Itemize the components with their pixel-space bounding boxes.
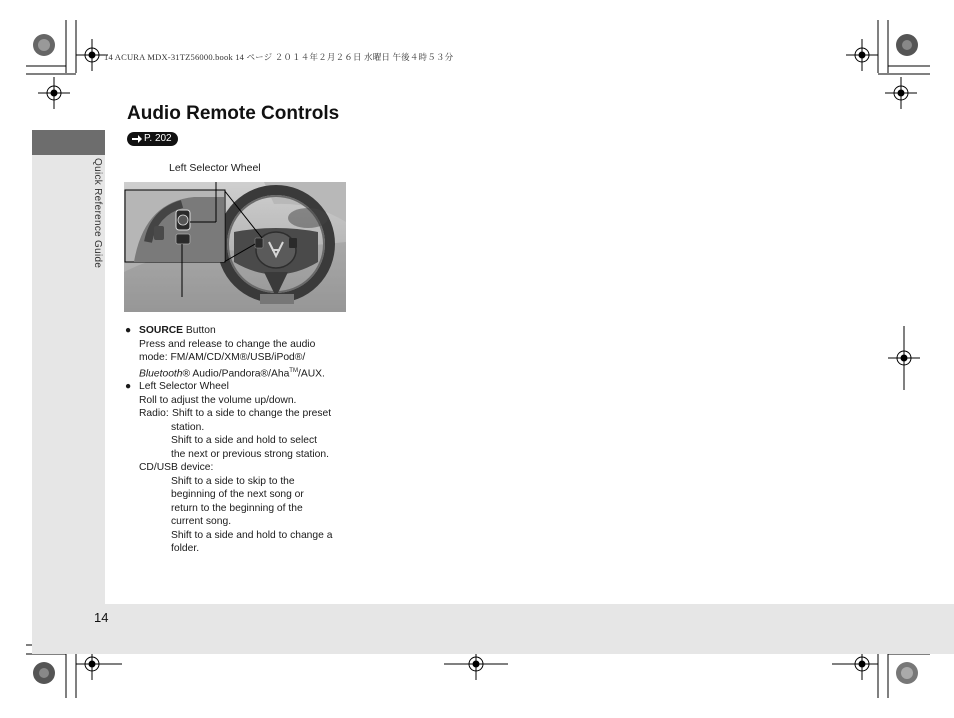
section-side-label: Quick Reference Guide: [92, 158, 103, 269]
wheel-item: [125, 380, 365, 556]
cd-1d: current song.: [171, 516, 232, 528]
radio-row: [139, 407, 365, 421]
source-title-rest: Button: [183, 325, 216, 336]
source-line-3: [139, 365, 365, 381]
source-line-3-tm: TM: [289, 367, 298, 374]
source-line-1: Press and release to change the audio: [139, 338, 316, 350]
bullet-icon: ●: [125, 381, 132, 393]
source-title-bold: SOURCE: [139, 325, 184, 336]
page-reference-label: P. 202: [144, 133, 172, 144]
source-line-3-a: ® Audio/Pandora®/Aha: [182, 367, 290, 379]
arrow-right-icon: [132, 135, 142, 143]
source-line-3-italic: Bluetooth: [139, 367, 183, 379]
cd-1a: Shift to a side to skip to the: [171, 475, 295, 487]
source-line-3-b: /AUX.: [297, 367, 325, 379]
cd-key: CD/USB device:: [139, 462, 214, 474]
source-item: [125, 324, 365, 380]
cd-2b: folder.: [171, 543, 200, 555]
page-title: Audio Remote Controls: [127, 103, 340, 124]
radio-1a: Shift to a side to change the preset: [172, 408, 332, 420]
page-number: 14: [94, 610, 109, 625]
radio-2a: Shift to a side and hold to select: [171, 435, 317, 447]
cd-1b: beginning of the next song or: [171, 489, 304, 501]
wheel-line-1: Roll to adjust the volume up/down.: [139, 394, 297, 406]
radio-2b: the next or previous strong station.: [171, 448, 329, 460]
section-tab: [32, 130, 105, 155]
footer-band: [32, 604, 954, 654]
figure-label-wheel: Left Selector Wheel: [169, 162, 261, 174]
cd-2a: Shift to a side and hold to change a: [171, 529, 333, 541]
radio-key: Radio:: [139, 408, 169, 420]
cd-1c: return to the beginning of the: [171, 502, 303, 514]
bullet-icon: ●: [125, 325, 132, 336]
source-line-2: mode: FM/AM/CD/XM®/USB/iPod®/: [139, 352, 306, 363]
page-reference-link[interactable]: [127, 132, 178, 146]
wheel-title: Left Selector Wheel: [139, 381, 229, 393]
radio-1b: station.: [171, 421, 205, 433]
instructions-text: [125, 324, 365, 556]
print-header-line: 14 ACURA MDX-31TZ56000.book 14 ページ ２０１４年２月２６日 水曜日 午後４時５３分: [104, 52, 454, 62]
source-title: [139, 324, 365, 338]
steering-wheel-figure: [124, 182, 346, 312]
